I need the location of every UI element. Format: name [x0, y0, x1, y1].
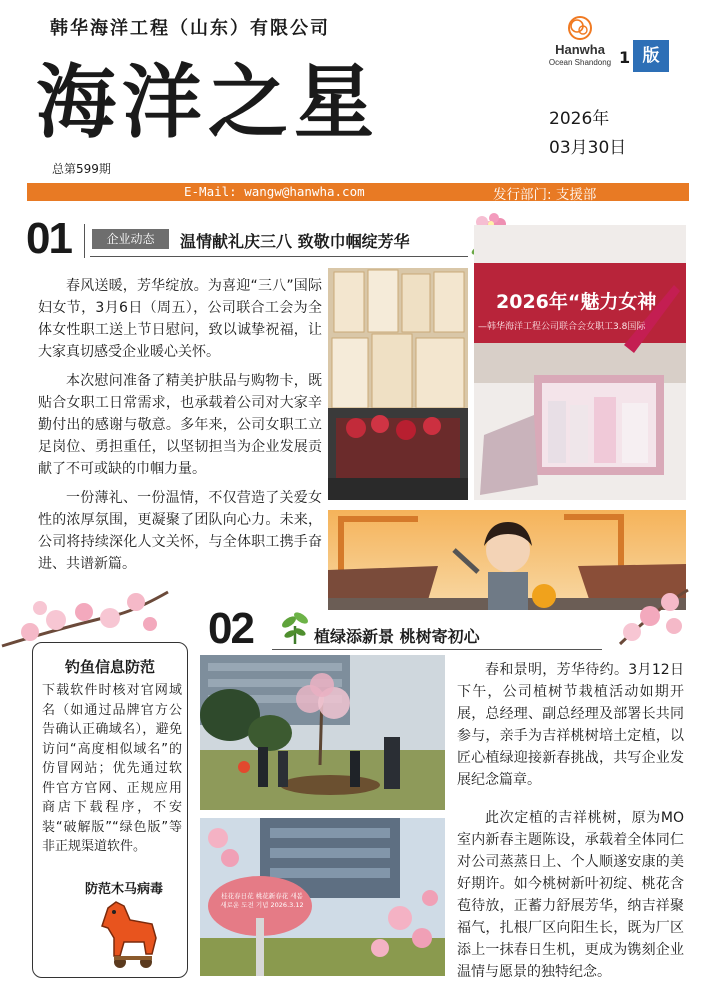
- banner-title: 2026年“魅力女神: [496, 291, 657, 313]
- section-1-body: [38, 275, 322, 575]
- publishing-dept: 发行部门: 支援部: [493, 187, 597, 203]
- blossom-sign-photo: [200, 818, 445, 976]
- company-name: 韩华海洋工程（山东）有限公司: [50, 18, 330, 39]
- section-2-underline: [272, 649, 602, 650]
- section-2-paragraph-2: 此次定植的吉祥桃树，原为MO室内新春主题陈设，承载着全体同仁对公司蒸蒸日上、个人顺遂安康的美好期许。如今桃树新叶初绽、桃花含苞待放，正蓄力舒展芳华，纳吉祥聚福气，扎根厂区向阳生长，既为厂区添上一抹春日生机，更成为镌刻企业温情与愿景的独特纪念。: [457, 810, 684, 980]
- contact-email[interactable]: E-Mail: wangw@hanwha.com: [184, 184, 365, 199]
- logo-wordmark: Hanwha: [555, 42, 605, 57]
- masthead-title: 海洋之星: [36, 55, 380, 149]
- section-2-number: 02: [208, 604, 253, 653]
- tree-planting-photo: [200, 655, 445, 810]
- issue-number: 总第599期: [52, 162, 111, 176]
- blossom-branch-left-icon: [0, 588, 170, 650]
- section-1-number: 01: [26, 214, 71, 263]
- section-1-paragraph-2: 本次慰问准备了精美护肤品与购物卡，既贴合女职工日常需求，也承载着公司对大家辛勤付出的感谢与敬意。多年来，公司女职工立足岗位、勇担重任，以坚韧担当为企业发展贡献了不可或缺的巾帼力量。: [38, 373, 322, 477]
- page-label: 版: [633, 40, 669, 72]
- issue-year: 2026年: [549, 109, 610, 129]
- section-2-title: 植绿添新景 桃树寄初心: [314, 627, 480, 646]
- section-1-divider: [84, 224, 85, 258]
- planting-sign-text: 桂花春日花 桃花新春花 새봄 새로운 도전 기념 2026.3.12: [220, 892, 304, 909]
- gift-set-photo: [474, 225, 686, 500]
- blossom-branch-right-icon: [610, 586, 690, 650]
- section-2-paragraph-1: 春和景明，芳华待约。3月12日下午，公司植树节栽植活动如期开展，总经理、副总经理及部署长共同参与，亲手为吉祥桃树培土定植，以匠心植绿迎接新春挑战，共写企业发展纪念篇章。: [457, 662, 684, 788]
- logo-subtitle: Ocean Shandong: [548, 58, 612, 67]
- section-1-underline: [90, 256, 468, 257]
- trojan-horse-icon: [94, 898, 164, 970]
- sprout-icon: [280, 608, 310, 646]
- contact-bar: [27, 183, 689, 201]
- section-1-paragraph-3: 一份薄礼、一份温情，不仅营造了关爱女性的浓厚氛围，更凝聚了团队向心力。未来，公司将持续深化人文关怀，与全体职工携手奋进、共谱新篇。: [38, 490, 322, 572]
- phishing-notice-text: [42, 681, 182, 857]
- section-1-tag: 企业动态: [92, 229, 169, 249]
- section-1-paragraph-1: 春风送暖，芳华绽放。为喜迎“三八”国际妇女节，3月6日（周五），公司联合工会为全体女性职工送上节日慰问，致以诚挚祝福，让大家真切感受企业暖心关怀。: [38, 278, 322, 360]
- page-number: 1: [619, 48, 631, 67]
- phishing-notice-title: 钓鱼信息防范: [64, 658, 155, 676]
- banner-subtitle: —韩华海洋工程公司联合会女职工3.8国际: [478, 322, 646, 332]
- gift-boxes-photo: [328, 268, 468, 500]
- trojan-warning-tag: 防范木马病毒: [85, 882, 164, 897]
- section-1-title: 温情献礼庆三八 致敬巾帼绽芳华: [180, 232, 410, 251]
- section-2-body: [457, 659, 684, 983]
- issue-date: 03月30日: [549, 138, 627, 158]
- phishing-notice-body: 下载软件时核对官网域名（如通过品牌官方公告确认正确域名），避免访问“高度相似域名”的仿冒网站；优先通过软件官方官网、正规应用商店下载程序，不安装“破解版”“绿色版”等非正规渠道软件。: [42, 683, 182, 854]
